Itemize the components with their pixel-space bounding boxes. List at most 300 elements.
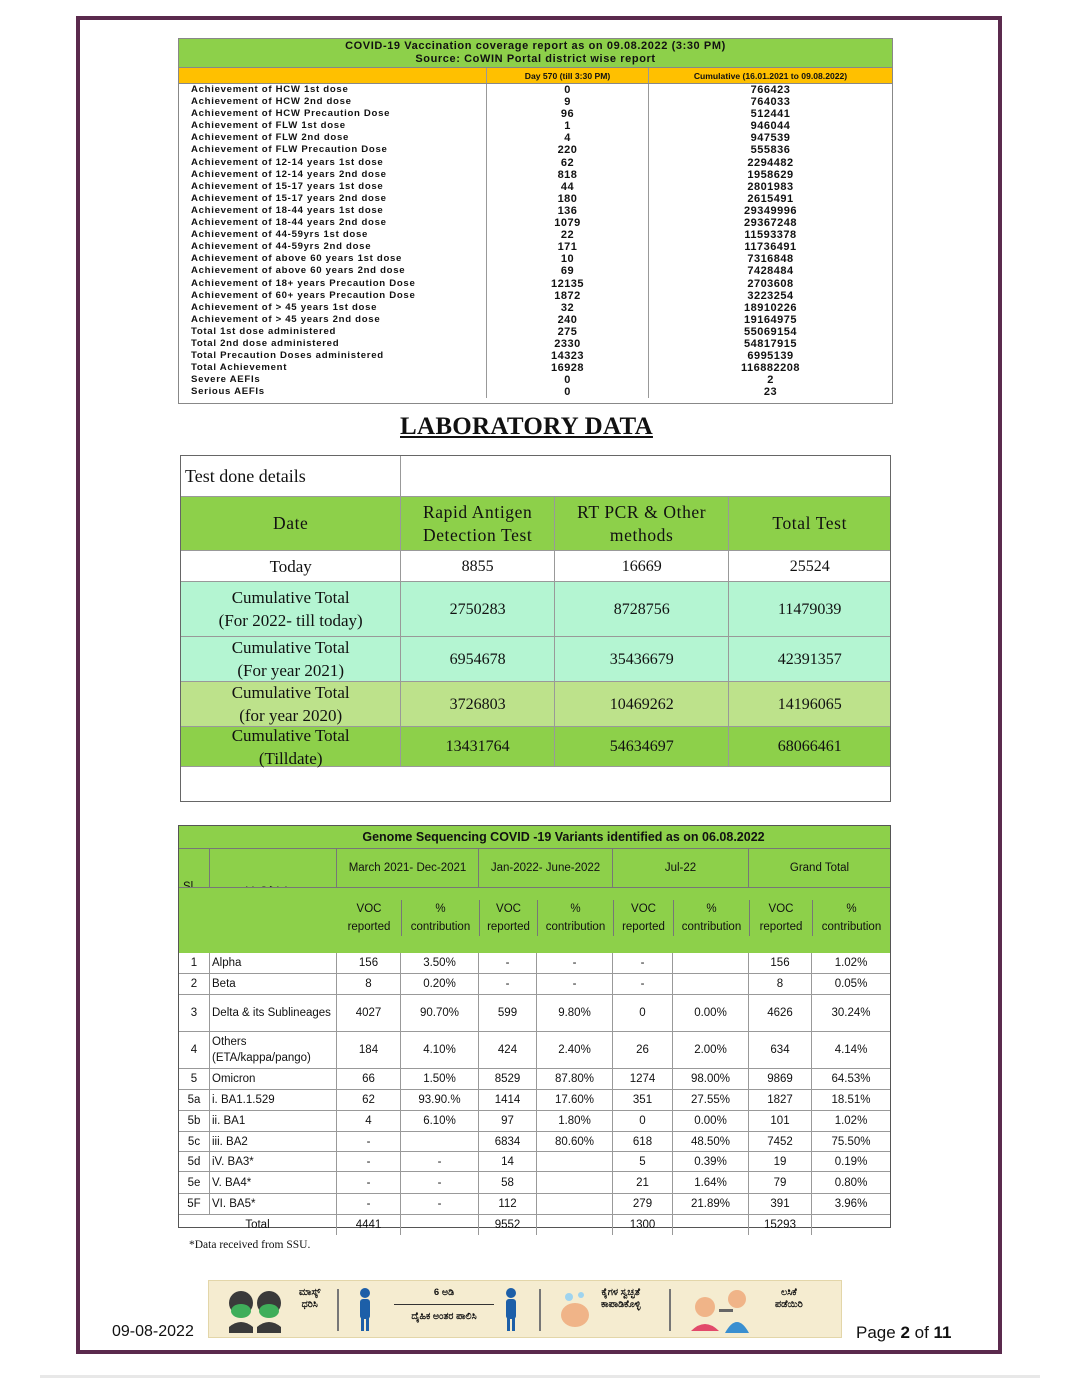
genome-row-value: 4626: [749, 995, 812, 1031]
vaccination-row-day: 22: [486, 229, 648, 241]
vaccination-row-cumulative: 946044: [648, 120, 892, 132]
vaccination-row: [179, 120, 892, 132]
vaccination-row: [179, 278, 892, 290]
page-prefix: Page: [856, 1323, 901, 1342]
vaccination-row: [179, 374, 892, 386]
banner-hand-text: [601, 1287, 641, 1311]
vaccination-title: COVID-19 Vaccination coverage report as on 09.08.2022 (3:30 PM): [345, 40, 726, 52]
genome-row-value: 4027: [337, 995, 401, 1031]
vaccination-row-day: 4: [486, 132, 648, 144]
genome-row-value: 26: [613, 1032, 673, 1068]
genome-row-value: 97: [479, 1111, 537, 1131]
genome-subheader-line1: VOC: [768, 903, 794, 915]
lab-tilldate-total: 68066461: [777, 738, 842, 755]
lab-header-rapid-line1: Rapid Antigen: [422, 501, 533, 522]
vaccination-row-day: 1079: [486, 217, 648, 229]
genome-row-value: 7452: [749, 1132, 812, 1151]
vaccination-row: [179, 108, 892, 120]
banner-vaccine-line1: ಲಸಿಕೆ: [780, 1287, 797, 1298]
genome-row-value: 184: [337, 1032, 401, 1068]
vaccination-row-label: Achievement of 18+ years Precaution Dose: [191, 277, 416, 289]
lab-header-row: [181, 497, 890, 551]
genome-row-value: [673, 974, 749, 994]
mask-icon: [223, 1287, 287, 1333]
lab-tilldate-label: [181, 727, 401, 766]
arrow-icon: [394, 1304, 494, 1305]
genome-row-value: 6834: [479, 1132, 537, 1151]
genome-rows: [179, 953, 890, 1235]
genome-subheader-line1: %: [706, 903, 717, 915]
genome-period-1: March 2021- Dec-2021: [337, 849, 479, 888]
genome-row-value: 1.50%: [401, 1069, 479, 1089]
genome-row-value: 4.14%: [834, 1044, 868, 1056]
genome-row-value: [401, 1132, 479, 1151]
genome-row-value: 62: [337, 1090, 401, 1110]
genome-period-row: [179, 848, 890, 887]
genome-row-value: 48.50%: [673, 1132, 749, 1151]
genome-row-value: -: [401, 1172, 479, 1193]
banner-distance-line1: 6 ಅಡಿ: [433, 1287, 455, 1298]
genome-row-sl: 3: [179, 995, 210, 1031]
vaccination-row-cumulative: 11736491: [648, 241, 892, 253]
vaccination-header-cumulative: Cumulative (16.01.2021 to 09.08.2022): [648, 68, 892, 83]
genome-row-value: 4: [337, 1111, 401, 1131]
banner-vaccine-text: [775, 1287, 803, 1311]
genome-row-value: [537, 1152, 613, 1171]
vaccination-row-day: 220: [486, 144, 648, 156]
vaccination-row-label: Serious AEFIs: [191, 386, 265, 398]
genome-subheader-line2: reported: [759, 921, 803, 933]
banner-mask-line1: ಮಾಸ್ಕ್: [299, 1287, 321, 1298]
genome-row-value: 64.53%: [831, 1073, 871, 1085]
vaccination-row-day: 44: [486, 181, 648, 193]
genome-row-value: 17.60%: [537, 1090, 613, 1110]
vaccination-row-day: 275: [486, 326, 648, 338]
genome-subheader-line1: VOC: [496, 903, 521, 915]
genome-total-value: [812, 1215, 890, 1235]
banner-mask-text: [299, 1287, 320, 1311]
genome-row-variant: iii. BA2: [210, 1132, 337, 1151]
banner-separator: [337, 1289, 339, 1331]
genome-row-variant: Beta: [210, 974, 337, 994]
genome-row-value: 1274: [613, 1069, 673, 1089]
genome-row-variant: Delta & its Sublineages: [210, 995, 337, 1031]
genome-total-value: 1300: [613, 1215, 673, 1235]
footer-date: 09-08-2022: [112, 1323, 194, 1340]
vaccination-row-day: 240: [486, 314, 648, 326]
genome-row-variant: V. BA4*: [210, 1172, 337, 1193]
banner-separator: [539, 1289, 541, 1331]
vaccination-row-day: 96: [486, 108, 648, 120]
vaccination-row-label: Achievement of above 60 years 2nd dose: [191, 265, 406, 277]
genome-subheader-line1: %: [846, 903, 857, 915]
vaccination-row-label: Achievement of 60+ years Precaution Dose: [191, 289, 416, 301]
vaccination-row-day: 136: [486, 205, 648, 217]
genome-row-value: 19: [749, 1152, 812, 1171]
vaccination-row-label: Achievement of 44-59yrs 1st dose: [191, 229, 369, 241]
banner-mask-line2: ಧರಿಸಿ: [301, 1299, 318, 1310]
lab-2021-label-line1: Cumulative Total: [231, 638, 350, 657]
vaccination-row-label: Total Precaution Doses administered: [191, 350, 384, 362]
genome-row-value: 21: [613, 1172, 673, 1193]
genome-row-value: 2.40%: [537, 1032, 613, 1068]
vaccination-row-day: 2330: [486, 338, 648, 350]
genome-row-value: 1.64%: [673, 1172, 749, 1193]
genome-row-value: 87.80%: [537, 1069, 613, 1089]
lab-today-total: 25524: [789, 557, 830, 575]
lab-2021-label: [181, 637, 401, 681]
lab-2020-label-line1: Cumulative Total: [231, 683, 350, 702]
page-current: 2: [900, 1323, 910, 1342]
lab-tilldate-rtpcr: 54634697: [555, 727, 730, 766]
genome-row-value: 9869: [749, 1069, 812, 1089]
vaccination-row-cumulative: 766423: [648, 84, 892, 96]
genome-row-value: 1.80%: [537, 1111, 613, 1131]
genome-row: [179, 1069, 890, 1090]
vaccination-row-label: Achievement of 12-14 years 1st dose: [191, 156, 384, 168]
vaccination-row: [179, 290, 892, 302]
vaccination-row-day: 1872: [486, 290, 648, 302]
genome-row-value: 0.00%: [673, 995, 749, 1031]
vaccination-row-cumulative: 947539: [648, 132, 892, 144]
genome-row-value: -: [613, 953, 673, 973]
vaccination-row: [179, 217, 892, 229]
vaccination-row: [179, 350, 892, 362]
vaccination-row-label: Severe AEFIs: [191, 374, 261, 386]
genome-subheader-line1: %: [570, 903, 581, 915]
genome-row-sl: 5: [179, 1069, 210, 1089]
genome-row-value: 0.20%: [401, 974, 479, 994]
vaccination-row-day: 818: [486, 169, 648, 181]
genome-total-value: [401, 1215, 479, 1235]
genome-subheader-voc: [479, 900, 537, 936]
vaccination-row-day: 0: [486, 386, 648, 398]
genome-subheader-voc: [749, 900, 812, 936]
vaccination-row-cumulative: 19164975: [648, 314, 892, 326]
genome-row-value: 0.19%: [834, 1155, 868, 1168]
genome-row-sl: 2: [179, 974, 210, 994]
genome-total-value: [537, 1215, 613, 1235]
genome-subheader-line2: contribution: [410, 921, 471, 933]
vaccination-row: [179, 241, 892, 253]
vaccination-row: [179, 302, 892, 314]
vaccination-row-day: 10: [486, 253, 648, 265]
vaccination-row: [179, 84, 892, 96]
genome-row-variant: Omicron: [210, 1069, 337, 1089]
genome-row: [179, 1132, 890, 1152]
vaccination-row-day: 171: [486, 241, 648, 253]
vaccination-row: [179, 169, 892, 181]
lab-detail-row: [181, 456, 890, 497]
genome-row-variant: iV. BA3*: [210, 1152, 337, 1171]
genome-row-value: -: [479, 974, 537, 994]
genome-row-value: [537, 1194, 613, 1214]
genome-row-value: -: [537, 974, 613, 994]
genome-subheader-line2: contribution: [821, 921, 882, 933]
genome-table: [178, 825, 891, 1231]
genome-row-value: 58: [479, 1172, 537, 1193]
vaccination-row-cumulative: 1958629: [648, 169, 892, 181]
genome-subheader-line2: contribution: [545, 921, 606, 933]
genome-row-sl: 1: [179, 953, 210, 973]
vaccination-row-label: Achievement of 18-44 years 1st dose: [191, 204, 384, 216]
vaccination-row: [179, 229, 892, 241]
genome-row-value: 0.39%: [673, 1152, 749, 1171]
genome-row-value: 2.00%: [673, 1032, 749, 1068]
genome-row-value: 0: [613, 995, 673, 1031]
genome-total-value: 4441: [337, 1215, 401, 1235]
vaccination-row-cumulative: 555836: [648, 144, 892, 156]
vaccination-row-day: 12135: [486, 278, 648, 290]
vaccination-row-day: 14323: [486, 350, 648, 362]
lab-row-2021: [181, 637, 890, 682]
vaccination-row: [179, 144, 892, 156]
genome-row-sl: 5a: [179, 1090, 210, 1110]
person-icon: [501, 1287, 521, 1333]
genome-row: [179, 1152, 890, 1172]
genome-row-variant: i. BA1.1.529: [210, 1090, 337, 1110]
vaccination-row: [179, 338, 892, 350]
genome-row: [179, 995, 890, 1032]
genome-row-value: 156: [749, 953, 812, 973]
genome-total-row: [179, 1215, 890, 1235]
genome-subheader-percent: [401, 900, 479, 936]
genome-total-value: 9552: [479, 1215, 537, 1235]
genome-row-value: 1.02%: [834, 1115, 868, 1127]
genome-subheader-line1: VOC: [356, 903, 382, 915]
vaccination-row-cumulative: 18910226: [648, 302, 892, 314]
genome-subheader-percent: [537, 900, 613, 936]
vaccination-row-cumulative: 7316848: [648, 253, 892, 265]
genome-row-sl: 5d: [179, 1152, 210, 1171]
lab-tilldate-label-line2: (Tilldate): [258, 748, 323, 768]
genome-row: [179, 1032, 890, 1069]
genome-row-value: -: [337, 1132, 401, 1151]
banner-distance-line2: ದೈಹಿಕ ಅಂತರ ಪಾಲಿಸಿ: [411, 1311, 477, 1322]
vaccination-row: [179, 314, 892, 326]
vaccination-rows: [179, 84, 892, 398]
vaccination-row-day: 16928: [486, 362, 648, 374]
vaccination-row-label: Achievement of above 60 years 1st dose: [191, 253, 403, 265]
genome-row-value: 93.90.%: [401, 1090, 479, 1110]
lab-2020-total: 14196065: [777, 695, 842, 713]
person-icon: [355, 1287, 375, 1333]
genome-row-value: -: [401, 1194, 479, 1214]
lab-2022-label-line1: Cumulative Total: [231, 588, 350, 607]
genome-row-value: -: [337, 1194, 401, 1214]
genome-row-value: 80.60%: [537, 1132, 613, 1151]
genome-row-sl: 5b: [179, 1111, 210, 1131]
vaccination-row-cumulative: 2: [648, 374, 892, 386]
genome-row-value: 18.51%: [831, 1094, 871, 1106]
lab-2020-label-line2: (for year 2020): [239, 706, 343, 725]
vaccination-row: [179, 96, 892, 108]
lab-header-date: Date: [181, 497, 401, 550]
page-total: 11: [933, 1323, 952, 1342]
lab-today-label: Today: [181, 551, 401, 581]
genome-row-value: 30.24%: [831, 1007, 871, 1019]
genome-row-value: 634: [749, 1032, 812, 1068]
lab-today-rtpcr: 16669: [555, 551, 730, 581]
vaccination-row-day: 32: [486, 302, 648, 314]
laboratory-table: [180, 455, 891, 802]
genome-row-value: 90.70%: [401, 995, 479, 1031]
genome-total-value: [673, 1215, 749, 1235]
lab-header-total: Total Test: [772, 513, 848, 533]
genome-row-value: 3.96%: [834, 1198, 868, 1210]
vaccination-row: [179, 193, 892, 205]
vaccination-header: [179, 67, 892, 84]
genome-row: [179, 1090, 890, 1111]
genome-row-variant: ii. BA1: [210, 1111, 337, 1131]
vaccination-row-label: Total 2nd dose administered: [191, 337, 340, 349]
vaccination-row: [179, 386, 892, 398]
genome-row-value: 3.50%: [401, 953, 479, 973]
lab-2020-label: [181, 682, 401, 726]
genome-row: [179, 974, 890, 995]
lab-2022-rtpcr: 8728756: [555, 582, 730, 636]
lab-header-rapid-line2: Detection Test: [422, 524, 533, 545]
laboratory-heading: LABORATORY DATA: [400, 413, 653, 440]
vaccination-row-label: Achievement of FLW Precaution Dose: [191, 144, 388, 156]
covid-appropriate-behaviour-banner: [208, 1280, 842, 1338]
lab-2021-rtpcr: 35436679: [555, 637, 730, 681]
lab-header-rapid: [401, 497, 555, 550]
genome-row-variant: VI. BA5*: [210, 1194, 337, 1214]
genome-row-sl: 5c: [179, 1132, 210, 1151]
genome-total-label: Total: [179, 1215, 337, 1235]
lab-tilldate-rapid: 13431764: [401, 727, 555, 766]
vaccination-row-label: Achievement of 12-14 years 2nd dose: [191, 168, 387, 180]
genome-row-value: 1.02%: [834, 957, 868, 969]
vaccination-header-blank: [179, 68, 486, 83]
vaccination-row: [179, 132, 892, 144]
vaccination-row: [179, 157, 892, 169]
genome-period-3: Jul-22: [613, 849, 749, 888]
vaccination-row-day: 69: [486, 265, 648, 277]
vaccination-row-cumulative: 2801983: [648, 181, 892, 193]
genome-row-value: 21.89%: [673, 1194, 749, 1214]
genome-subheader-voc: [337, 900, 401, 936]
banner-separator: [669, 1289, 671, 1331]
genome-row-value: 66: [337, 1069, 401, 1089]
vaccination-row: [179, 362, 892, 374]
genome-row-value: 4.10%: [401, 1032, 479, 1068]
lab-header-rtpcr-line2: methods: [609, 524, 674, 545]
genome-row-value: 424: [479, 1032, 537, 1068]
genome-subheader-line2: reported: [347, 921, 391, 933]
genome-title: Genome Sequencing COVID -19 Variants identified as on 06.08.2022: [179, 826, 890, 848]
genome-subheader-voc: [613, 900, 673, 936]
vaccination-row-label: Total 1st dose administered: [191, 325, 337, 337]
genome-row-value: [537, 1172, 613, 1193]
genome-row-value: 0.80%: [834, 1176, 868, 1189]
vaccination-row-day: 0: [486, 84, 648, 96]
lab-2021-rapid: 6954678: [401, 637, 555, 681]
vaccination-row-cumulative: 116882208: [648, 362, 892, 374]
vaccination-row-label: Achievement of HCW Precaution Dose: [191, 108, 391, 120]
genome-subheader-line1: VOC: [631, 903, 656, 915]
lab-2021-total: 42391357: [777, 650, 842, 668]
genome-row-value: 9.80%: [537, 995, 613, 1031]
genome-row-value: 6.10%: [401, 1111, 479, 1131]
lab-2020-rtpcr: 10469262: [555, 682, 730, 726]
vaccination-row-cumulative: 764033: [648, 96, 892, 108]
lab-2020-rapid: 3726803: [401, 682, 555, 726]
handwash-icon: [553, 1287, 597, 1333]
page-edge: [40, 1375, 1040, 1378]
genome-row-value: 0.00%: [673, 1111, 749, 1131]
genome-subheader-row: [179, 887, 890, 953]
vaccination-row-cumulative: 2615491: [648, 193, 892, 205]
vaccination-row-label: Achievement of > 45 years 1st dose: [191, 301, 378, 313]
lab-2021-label-line2: (For year 2021): [237, 661, 345, 680]
page-of: of: [909, 1323, 934, 1342]
genome-row-value: 98.00%: [673, 1069, 749, 1089]
genome-subheader-line2: reported: [487, 921, 530, 933]
genome-row-value: -: [479, 953, 537, 973]
vaccination-row-label: Total Achievement: [191, 362, 288, 374]
vaccination-row-cumulative: 55069154: [648, 326, 892, 338]
vaccination-row-day: 9: [486, 96, 648, 108]
genome-row-value: 351: [613, 1090, 673, 1110]
genome-row-sl: 5e: [179, 1172, 210, 1193]
lab-2022-rapid: 2750283: [401, 582, 555, 636]
genome-row: [179, 1172, 890, 1194]
vaccination-row: [179, 253, 892, 265]
vaccination-row-label: Achievement of 18-44 years 2nd dose: [191, 217, 387, 229]
genome-footnote: *Data received from SSU.: [189, 1239, 311, 1251]
vaccination-title-block: [179, 39, 892, 67]
vaccination-icon: [685, 1285, 761, 1335]
banner-vaccine-line2: ಪಡೆಯಿರಿ: [775, 1299, 803, 1310]
genome-period-4: Grand Total: [789, 862, 850, 874]
banner-distance-text: [389, 1287, 499, 1323]
vaccination-source: Source: CoWIN Portal district wise report: [415, 53, 656, 65]
genome-row-value: 101: [749, 1111, 812, 1131]
lab-2022-total: 11479039: [778, 600, 842, 618]
lab-tilldate-label-line1: Cumulative Total: [231, 725, 350, 745]
genome-row-variant: Others (ETA/kappa/pango): [210, 1032, 337, 1068]
vaccination-row-cumulative: 23: [648, 386, 892, 398]
genome-subheader-line1: %: [435, 903, 446, 915]
lab-today-rapid: 8855: [401, 551, 555, 581]
vaccination-row: [179, 181, 892, 193]
genome-row-value: 0.05%: [834, 978, 868, 990]
genome-row-value: 599: [479, 995, 537, 1031]
vaccination-row-cumulative: 2294482: [648, 157, 892, 169]
genome-row: [179, 953, 890, 974]
lab-2022-label-line2: (For 2022- till today): [218, 611, 363, 630]
genome-row-value: -: [537, 953, 613, 973]
vaccination-row-cumulative: 54817915: [648, 338, 892, 350]
vaccination-header-day: Day 570 (till 3:30 PM): [486, 68, 648, 83]
vaccination-row-day: 180: [486, 193, 648, 205]
vaccination-row-label: Achievement of 44-59yrs 2nd dose: [191, 241, 372, 253]
genome-row-value: 1414: [479, 1090, 537, 1110]
vaccination-row-label: Achievement of 15-17 years 1st dose: [191, 180, 384, 192]
genome-subheader-percent: [673, 900, 749, 936]
genome-row-variant: Alpha: [210, 953, 337, 973]
lab-detail-label: Test done details: [181, 456, 401, 496]
genome-row: [179, 1194, 890, 1215]
vaccination-row-cumulative: 29367248: [648, 217, 892, 229]
vaccination-row: [179, 205, 892, 217]
vaccination-row-label: Achievement of HCW 2nd dose: [191, 96, 352, 108]
vaccination-row-cumulative: 11593378: [648, 229, 892, 241]
vaccination-row-label: Achievement of 15-17 years 2nd dose: [191, 192, 387, 204]
genome-subheader-line2: reported: [622, 921, 665, 933]
